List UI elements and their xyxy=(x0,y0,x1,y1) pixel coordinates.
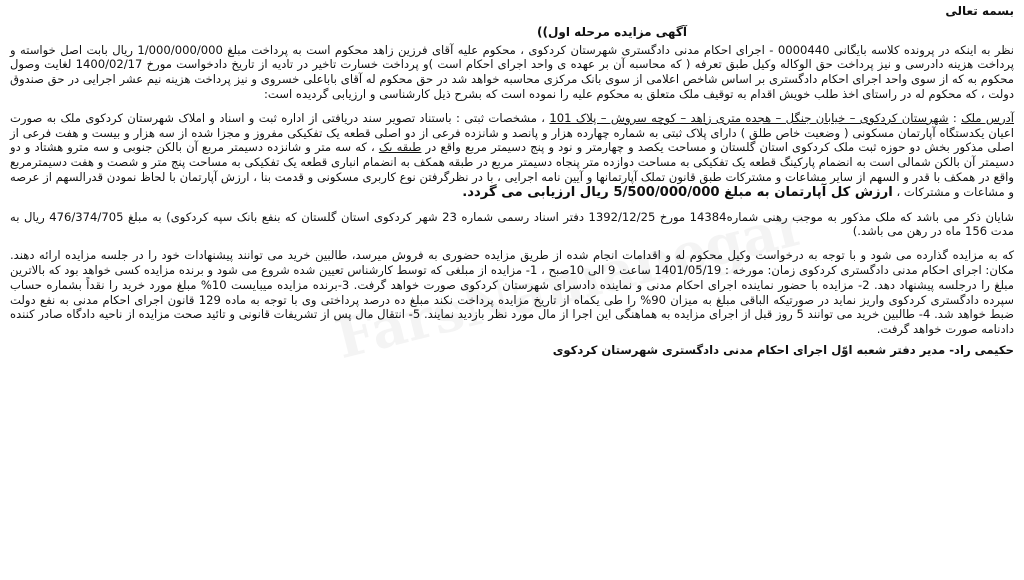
announcement-title: آگهی مزایده مرحله اول)) xyxy=(537,24,687,39)
signature: حکیمی راد- مدیر دفتر شعبه اوّل اجرای احکام مدنی دادگستری شهرستان کردکوی xyxy=(552,342,1014,357)
registration-details: ، مشخصات ثبتی : باستناد تصویر سند دریافتی از اداره ثبت و اسناد و املاک شهرستان کردکوی ملک به صورت اعیان یکدستگاه آپارتمان مسکونی ( وضعیت خاص طلق ) دارای پلاک ثبتی به شماره چهارده هزار و پانصد و شانزده فرعی از دو اصلی قطعه یک تفکیکی مفروز و مجزا شده از سه هزار و بیست و هفت فرعی از اصلی مذکور بخش دو حوزه ثبت ملک کردکوی استان گلستان و مساحت یکصد و چهارمتر و نود و پنج دسیمتر مربع واقع در xyxy=(10,110,1014,155)
spacer xyxy=(10,102,1014,111)
spacer xyxy=(10,239,1014,248)
property-paragraph xyxy=(10,111,1014,201)
auction-terms-paragraph: که به مزایده گذارده می شود و با توجه به درخواست وکیل محکوم له و اقدامات انجام شده از طریق مزایده حضوری به فروش میرسد، طالبین خرید می توانند پیشنهادات خود را در جلسه مزایده ارائه دهند. مکان: اجرای احکام مدنی دادگستری کردکوی زمان: مورخه : 1401/05/19 ساعت 9 الی 10صبح ، 1- مزایده از مبلغی که توسط کارشناس تعیین شده شروع می شود و برنده مزایده کسی خواهد بود که بالاترین مبلغ را درجلسه پیشنهاد دهد. 2- مزایده با حضور نماینده اجرای احکام مدنی و نماینده دادسرای شهرستان کردکوی صورت خواهد گرفت. 3-برنده مزایده میبایست 10% مبلغ مورد خرید را نقداً بشماره حساب سپرده دادگستری کردکوی واریز نماید در صورتیکه الباقی مبلغ به میزان 90% را طی یکماه از تاریخ مزایده پرداخت نکند مبلغ ده درصد پرداختی وی با توجه به ماده 129 قانون اجرای احکام مدنی به نفع دولت ضبط خواهد شد. 4- طالبین خرید می توانند 5 روز قبل از اجرای مزایده به هماهنگی این اجرا از مال مورد نظر بازدید نمایند. 5- انتقال مال پس از تشریفات قانونی و تائید صحت مزایده از ناحیه دادگاه صادر کننده دادنامه صورت خواهد گرفت. xyxy=(10,248,1014,337)
address-colon: : xyxy=(948,110,962,125)
header-bismillah: بسمه تعالی xyxy=(945,4,1014,18)
property-description: ، که سه متر و شانزده دسیمتر مربع آن بالکن جنوبی و سه مترو هشتاد و دو دسیمتر آن بالکن شمالی است به انضمام پارکینگ قطعه یک تفکیکی به مساحت دوازده متر پنجاه دسیمتر مربع در طبقه همکف به انضمام انباری قطعه یک تفکیکی به مساحت پنج متر و شصت و هفت دسیمترمربع واقع در همکف با قدر و السهم از سایر مشاعات و مشترکات طبق قانون تملک آپارتمانها و آیین نامه اجرایی ، با در نظرگرفتن نوع کاربری مسکونی و قدمت بنا ، ارزش آپارتمان با لحاظ نمودن قدرالسهم از عرصه و مشاعات و مشترکات ، xyxy=(10,140,1014,199)
address-value: شهرستان کردکوی – خیابان جنگل – هجده متری زاهد – کوچه سروش – پلاک 101 xyxy=(549,110,949,125)
spacer xyxy=(10,201,1014,210)
announcement-document xyxy=(10,4,1014,580)
case-paragraph: نظر به اینکه در پرونده کلاسه بایگانی 0000440 - اجرای احکام مدنی دادگستری شهرستان کردکوی ، محکوم علیه آقای فرزین زاهد محکوم است به پرداخت مبلغ 1/000/000/000 ریال بابت اصل خواسته و پرداخت هزینه دادرسی و نیز پرداخت حق الوکاله وکیل طبق تعرفه ( که محاسبه آن بر عهده ی واحد اجرای احکام است )و پرداخت خسارت تاخیر در تادیه از تاریخ دادخواست مورخ 1400/02/17 لغایت وصول محکوم به که از سوی واحد اجرای احکام دادگستری بر اساس شاخص اعلامی از سوی بانک مرکزی محاسبه خواهد شد در حق محکوم له آقای باباعلی خسروی و نیز پرداخت هزینه نیم عشر اجرایی در حق صندوق دولت ، که محکوم له در راستای اخذ طلب خویش اقدام به توقیف ملک متعلق به محکوم علیه را نموده است که بشرح ذیل کارشناسی و ارزیابی گردیده است: xyxy=(10,42,1014,101)
valuation-text: ارزش کل آپارتمان به مبلغ 5/500/000/000 ریال ارزیابی می گردد. xyxy=(462,184,893,200)
floor-label: طبقه یک xyxy=(378,140,422,155)
mortgage-paragraph: شایان ذکر می باشد که ملک مذکور به موجب رهنی شماره14384 مورخ 1392/12/25 دفتر اسناد رسمی شماره 23 شهر کردکوی استان گلستان که بنفع بانک سپه کردکوی) به مبلغ 476/374/705 ریال به مدت 156 ماه در رهن می باشد.) xyxy=(10,209,1015,239)
address-label: آدرس ملک xyxy=(961,110,1015,125)
